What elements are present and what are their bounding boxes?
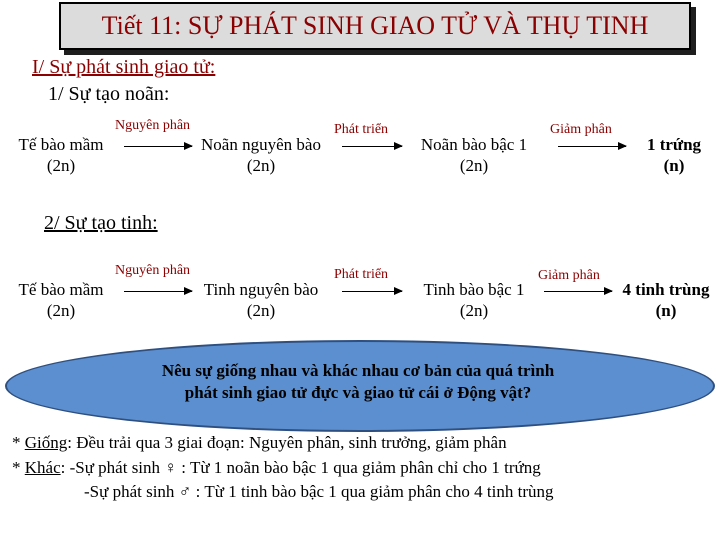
egg-cell-1	[5, 134, 117, 176]
egg-cell-4	[632, 134, 716, 176]
egg-arrow-1	[124, 146, 192, 147]
egg-cell-4-name: 1 trứng	[646, 135, 702, 154]
sperm-cell-1-name: Tế bào mầm	[18, 280, 104, 299]
egg-arrow-2	[342, 146, 402, 147]
egg-cell-4-ploidy: (n)	[663, 156, 685, 175]
sperm-arrow-1-label: Nguyên phân	[115, 263, 191, 278]
egg-cell-3	[412, 134, 536, 176]
answer-same	[12, 433, 507, 453]
sperm-cell-1-ploidy: (2n)	[46, 301, 76, 320]
sperm-cell-3-name: Tinh bào bậc 1	[423, 280, 525, 299]
question-line-2: phát sinh giao tử đực và giao tử cái ở Động vật?	[184, 383, 532, 402]
sperm-cell-2	[190, 279, 332, 321]
subheading-sperm: 2/ Sự tạo tinh:	[44, 212, 158, 234]
egg-cell-1-ploidy: (2n)	[46, 156, 76, 175]
answer-diff	[12, 458, 541, 478]
sperm-cell-2-ploidy: (2n)	[246, 301, 276, 320]
egg-cell-3-ploidy: (2n)	[459, 156, 489, 175]
answer-diff-text-1: : -Sự phát sinh ♀ : Từ 1 noãn bào bậc 1 qua giảm phân chỉ cho 1 trứng	[60, 458, 541, 477]
sperm-cell-4	[616, 279, 716, 321]
answer-diff-star: *	[12, 458, 25, 477]
egg-cell-1-name: Tế bào mầm	[18, 135, 104, 154]
sperm-cell-2-name: Tinh nguyên bào	[203, 280, 319, 299]
answer-diff-line-2: -Sự phát sinh ♂ : Từ 1 tinh bào bậc 1 qua giảm phân cho 4 tinh trùng	[84, 482, 554, 501]
sperm-arrow-3	[544, 291, 612, 292]
egg-arrow-1-label: Nguyên phân	[115, 118, 191, 133]
egg-arrow-3	[558, 146, 626, 147]
sperm-arrow-2	[342, 291, 402, 292]
sperm-cell-4-ploidy: (n)	[655, 301, 677, 320]
egg-cell-2-ploidy: (2n)	[246, 156, 276, 175]
section-heading: I/ Sự phát sinh giao tử:	[32, 56, 216, 78]
question-text	[5, 360, 711, 404]
egg-cell-2	[190, 134, 332, 176]
sperm-cell-3	[412, 279, 536, 321]
page-title: Tiết 11: SỰ PHÁT SINH GIAO TỬ VÀ THỤ TINH	[101, 11, 649, 40]
answer-same-star: *	[12, 433, 25, 452]
egg-arrow-3-label: Giảm phân	[550, 122, 612, 137]
answer-same-text: : Đều trải qua 3 giai đoạn: Nguyên phân, sinh trưởng, giảm phân	[67, 433, 507, 452]
egg-cell-2-name: Noãn nguyên bào	[201, 135, 321, 154]
sperm-cell-3-ploidy: (2n)	[459, 301, 489, 320]
title-box	[59, 2, 691, 50]
sperm-arrow-3-label: Giảm phân	[538, 268, 600, 283]
subheading-egg: 1/ Sự tạo noãn:	[48, 83, 170, 105]
sperm-cell-1	[5, 279, 117, 321]
question-line-1: Nêu sự giống nhau và khác nhau cơ bản của quá trình	[161, 361, 555, 380]
egg-cell-3-name: Noãn bào bậc 1	[420, 135, 528, 154]
sperm-arrow-2-label: Phát triển	[334, 267, 389, 282]
sperm-cell-4-name: 4 tinh trùng	[622, 280, 710, 299]
egg-arrow-2-label: Phát triển	[334, 122, 389, 137]
answer-diff-label: Khác	[24, 458, 61, 477]
answer-same-label: Giống	[24, 433, 68, 452]
sperm-arrow-1	[124, 291, 192, 292]
